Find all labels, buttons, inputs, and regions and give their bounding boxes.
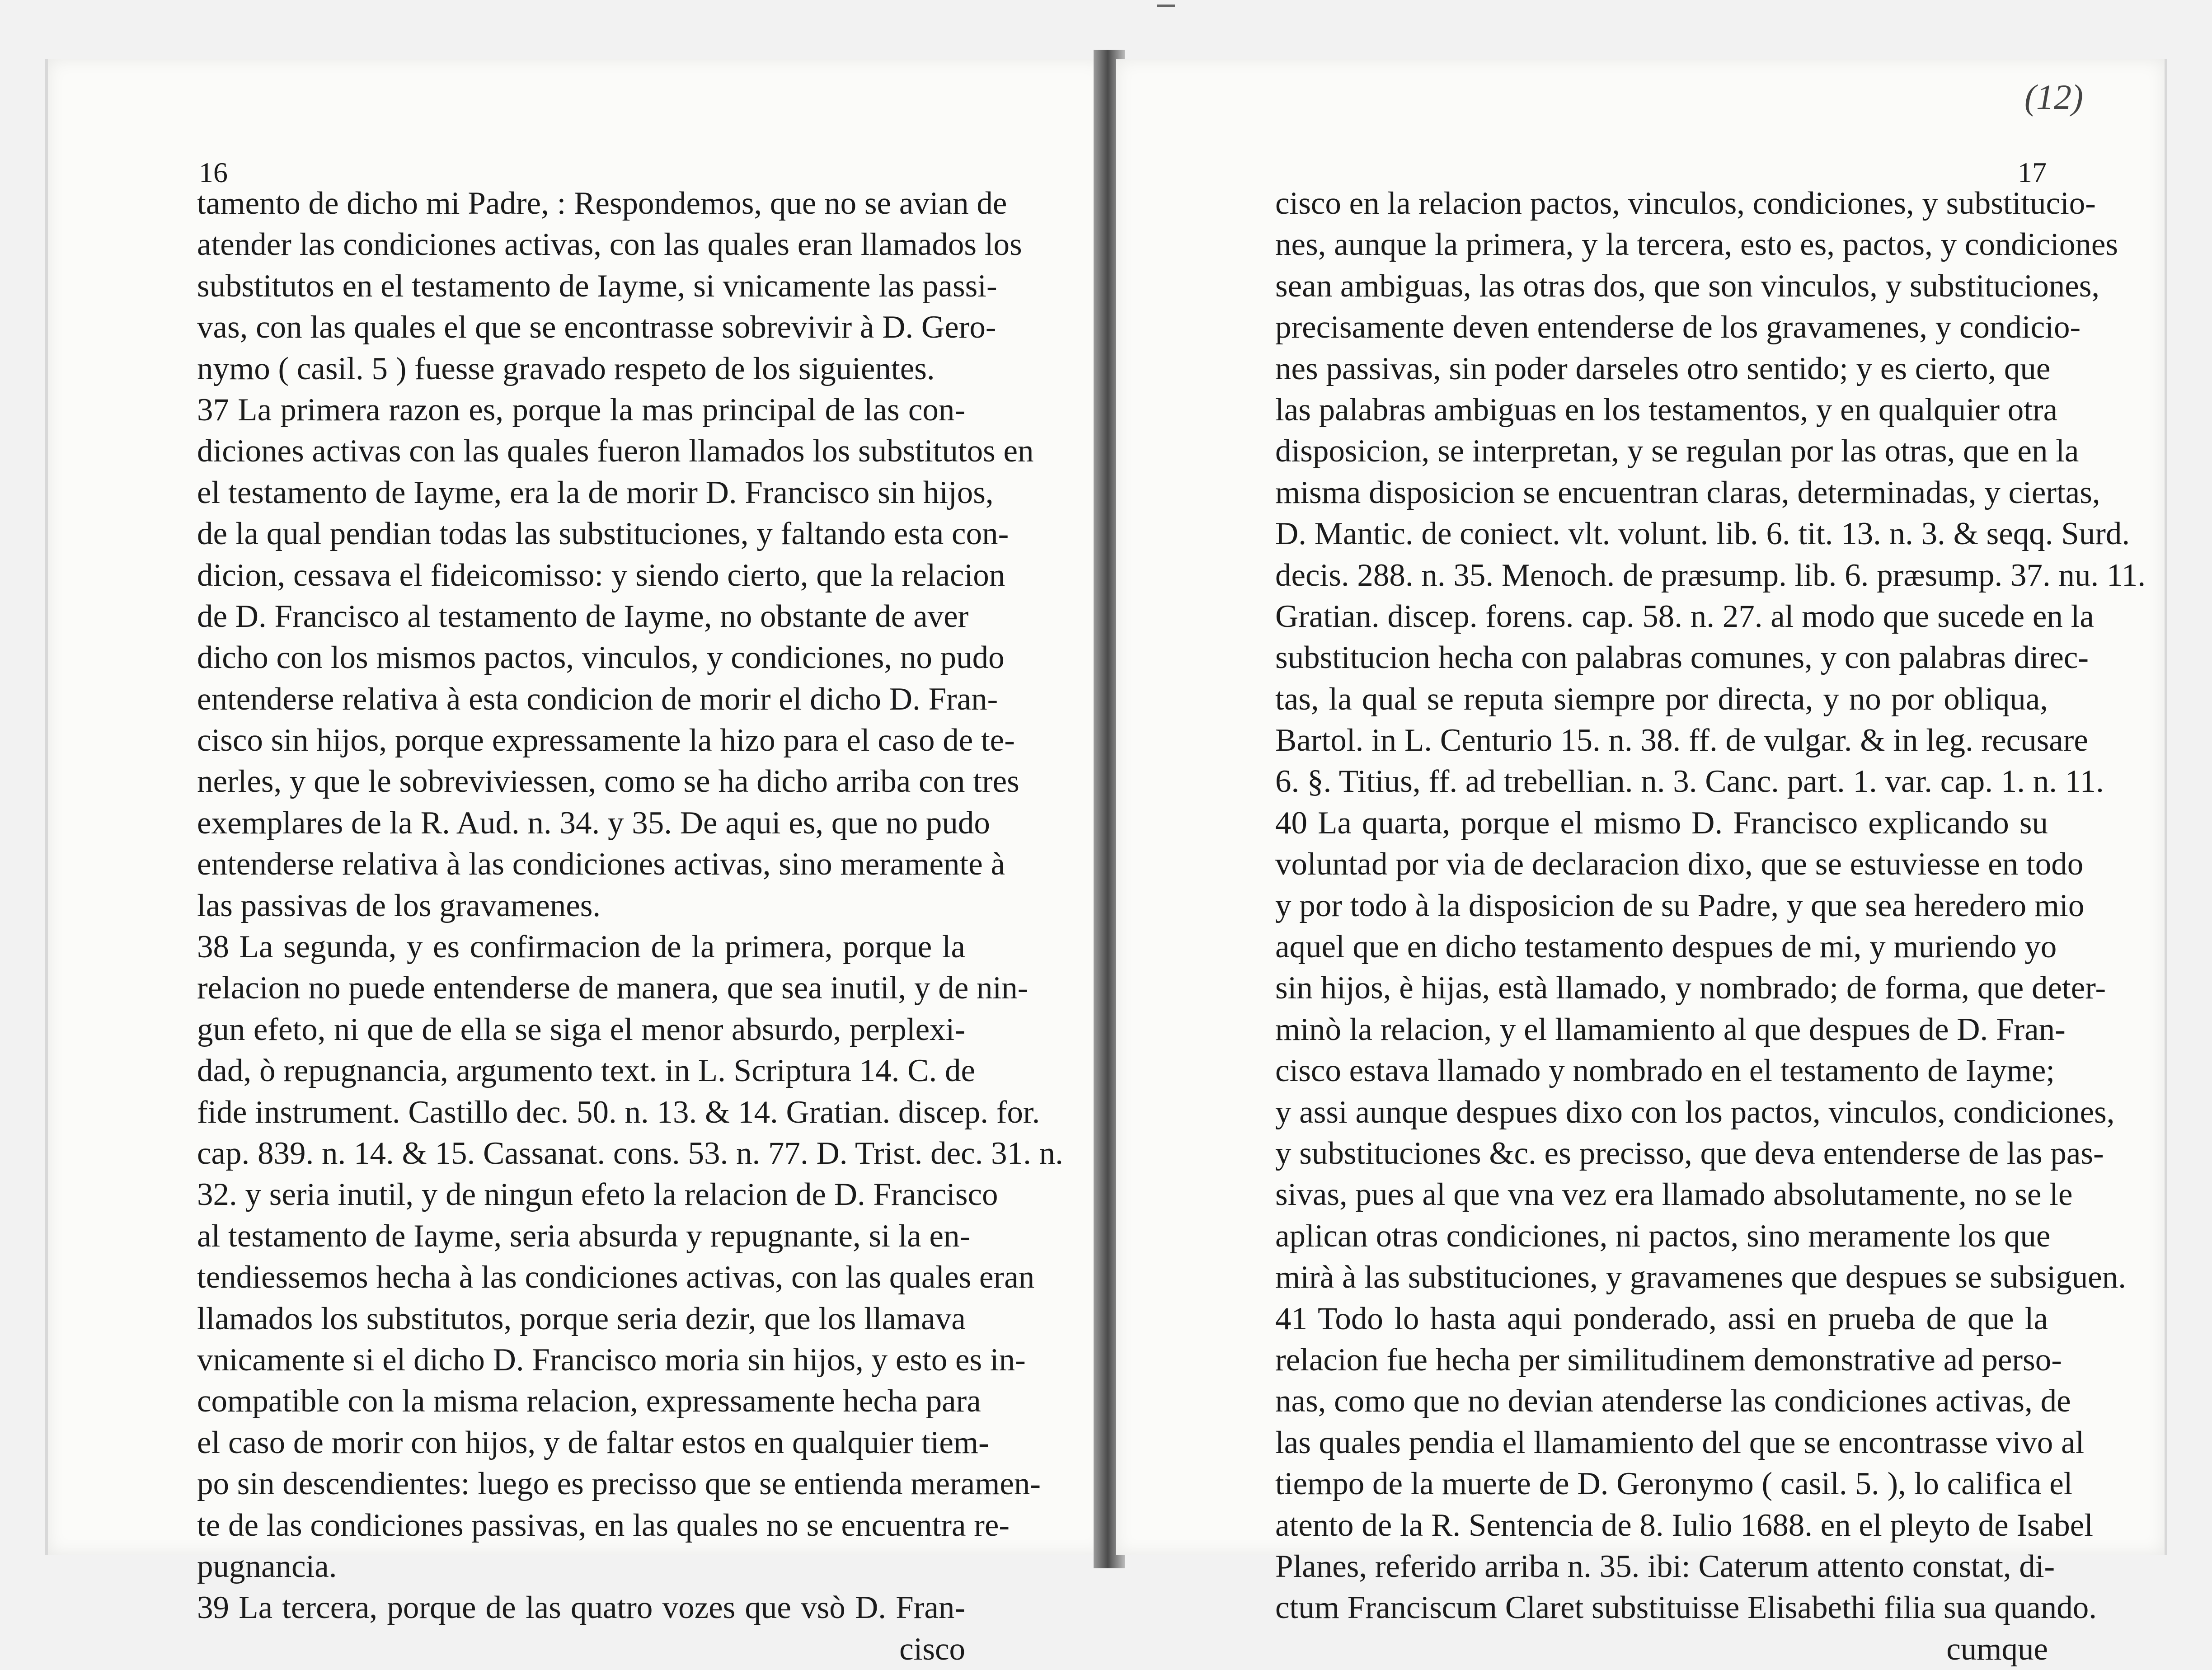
text-line: cisco en la relacion pactos, vinculos, condiciones, y substitucio-: [1275, 186, 2096, 221]
text-line: voluntad por via de declaracion dixo, que se estuviesse en todo: [1275, 847, 2084, 882]
text-line: Gratian. discep. forens. cap. 58. n. 27. al modo que sucede en la: [1275, 598, 2094, 634]
text-line: exemplares de la R. Aud. n. 34. y 35. De aqui es, que no pudo: [197, 805, 990, 841]
right-page-text: [1275, 183, 2146, 1670]
text-line: Bartol. in L. Centurio 15. n. 38. ff. de vulgar. & in leg. recusare: [1275, 723, 2088, 758]
text-line: cisco estava llamado y nombrado en el testamento de Iayme;: [1275, 1053, 2055, 1089]
archive-folio-mark: (12): [2024, 77, 2083, 117]
text-line: substitucion hecha con palabras comunes, y con palabras direc-: [1275, 640, 2089, 676]
text-line: aquel que en dicho testamento despues de mi, y muriendo yo: [1275, 929, 2057, 965]
text-line: de la qual pendian todas las substituciones, y faltando esta con-: [197, 516, 1009, 552]
text-line: tas, la qual se reputa siempre por directa, y no por obliqua,: [1275, 681, 2048, 717]
text-line: substitutos en el testamento de Iayme, si vnicamente las passi-: [197, 268, 997, 304]
text-line: mirà à las substituciones, y gravamenes que despues se subsiguen.: [1275, 1260, 2127, 1295]
text-line: llamados los substitutos, porque seria dezir, que los llamava: [197, 1301, 966, 1336]
text-line: las quales pendia el llamamiento del que se encontrasse vivo al: [1275, 1425, 2085, 1460]
text-line: y substituciones &c. es precisso, que deva entenderse de las pas-: [1275, 1135, 2104, 1171]
text-line: relacion no puede entenderse de manera, que sea inutil, y de nin-: [197, 970, 1029, 1006]
text-line: 6. §. Titius, ff. ad trebellian. n. 3. Canc. part. 1. var. cap. 1. n. 11.: [1275, 764, 2104, 800]
text-line: nes passivas, sin poder darseles otro sentido; y es cierto, que: [1275, 351, 2051, 386]
text-line: nerles, y que le sobreviviessen, como se ha dicho arriba con tres: [197, 764, 1019, 800]
text-line: el testamento de Iayme, era la de morir D. Francisco sin hijos,: [197, 475, 994, 510]
text-line: entenderse relativa à las condiciones activas, sino meramente à: [197, 847, 1005, 882]
text-line: vnicamente si el dicho D. Francisco moria sin hijos, y esto es in-: [197, 1342, 1026, 1378]
text-line: dicion, cessava el fideicomisso: y siendo cierto, que la relacion: [197, 557, 1005, 593]
text-line: Planes, referido arriba n. 35. ibi: Caterum attento constat, di-: [1275, 1548, 2055, 1584]
text-line: nas, como que no devian atenderse las condiciones activas, de: [1275, 1383, 2071, 1419]
text-line: D. Mantic. de coniect. vlt. volunt. lib. 6. tit. 13. n. 3. & seqq. Surd.: [1275, 516, 2130, 552]
text-line: te de las condiciones passivas, en las quales no se encuentra re-: [197, 1507, 1010, 1543]
text-line: nymo ( casil. 5 ) fuesse gravado respeto de los siguientes.: [197, 351, 935, 386]
left-page-text: [197, 183, 1063, 1670]
catchword: cumque: [1946, 1631, 2048, 1667]
page-number-right: 17: [2018, 156, 2047, 188]
text-line: al testamento de Iayme, seria absurda y repugnante, si la en-: [197, 1218, 971, 1254]
text-line: 40 La quarta, porque el mismo D. Francisco explicando su: [1275, 805, 2048, 841]
text-line: diciones activas con las quales fueron llamados los substitutos en: [197, 433, 1034, 469]
text-line: cisco sin hijos, porque expressamente la hizo para el caso de te-: [197, 723, 1015, 758]
text-line: las passivas de los gravamenes.: [197, 888, 601, 923]
page-number-left: 16: [199, 156, 228, 188]
text-line: pugnancia.: [197, 1548, 337, 1584]
text-line: decis. 288. n. 35. Menoch. de præsump. lib. 6. præsump. 37. nu. 11.: [1275, 557, 2146, 593]
text-line: vas, con las quales el que se encontrasse sobrevivir à D. Gero-: [197, 310, 996, 345]
text-line: tiempo de la muerte de D. Geronymo ( casil. 5. ), lo califica el: [1275, 1466, 2073, 1502]
text-line: atento de la R. Sentencia de 8. Iulio 1688. en el pleyto de Isabel: [1275, 1507, 2093, 1543]
text-line: y assi aunque despues dixo con los pactos, vinculos, condiciones,: [1275, 1094, 2115, 1130]
text-line: y por todo à la disposicion de su Padre, y que sea heredero mio: [1275, 888, 2085, 923]
text-line: 38 La segunda, y es confirmacion de la primera, porque la: [197, 929, 965, 965]
text-line: dicho con los mismos pactos, vinculos, y condiciones, no pudo: [197, 640, 1005, 676]
text-line: minò la relacion, y el llamamiento al que despues de D. Fran-: [1275, 1011, 2066, 1047]
text-line: relacion fue hecha per similitudinem demonstrative ad perso-: [1275, 1342, 2062, 1378]
text-line: precisamente deven entenderse de los gravamenes, y condicio-: [1275, 310, 2081, 345]
text-line: 39 La tercera, porque de las quatro vozes que vsò D. Fran-: [197, 1590, 965, 1626]
text-line: tendiessemos hecha à las condiciones activas, con las quales eran: [197, 1260, 1035, 1295]
text-line: 41 Todo lo hasta aqui ponderado, assi en prueba de que la: [1275, 1301, 2048, 1336]
text-line: atender las condiciones activas, con las quales eran llamados los: [197, 227, 1022, 263]
catchword: cisco: [899, 1631, 965, 1667]
text-line: dad, ò repugnancia, argumento text. in L. Scriptura 14. C. de: [197, 1053, 975, 1089]
text-line: po sin descendientes: luego es precisso que se entienda meramen-: [197, 1466, 1041, 1502]
text-line: misma disposicion se encuentran claras, determinadas, y ciertas,: [1275, 475, 2100, 510]
text-line: aplican otras condiciones, ni pactos, sino meramente los que: [1275, 1218, 2051, 1254]
text-line: compatible con la misma relacion, expressamente hecha para: [197, 1383, 981, 1419]
text-line: sin hijos, è hijas, està llamado, y nombrado; de forma, que deter-: [1275, 970, 2106, 1006]
text-line: cap. 839. n. 14. & 15. Cassanat. cons. 53. n. 77. D. Trist. dec. 31. n.: [197, 1135, 1063, 1171]
text-line: disposicion, se interpretan, y se regulan por las otras, que en la: [1275, 433, 2079, 469]
text-line: el caso de morir con hijos, y de faltar estos en qualquier tiem-: [197, 1425, 989, 1460]
text-line: 32. y seria inutil, y de ningun efeto la relacion de D. Francisco: [197, 1177, 998, 1213]
text-line: las palabras ambiguas en los testamentos, y en qualquier otra: [1275, 392, 2058, 428]
text-line: sivas, pues al que vna vez era llamado absolutamente, no se le: [1275, 1177, 2073, 1213]
text-line: 37 La primera razon es, porque la mas principal de las con-: [197, 392, 965, 428]
text-line: ctum Franciscum Claret substituisse Elisabethi filia sua quando.: [1275, 1590, 2097, 1626]
text-line: de D. Francisco al testamento de Iayme, no obstante de aver: [197, 598, 969, 634]
text-line: nes, aunque la primera, y la tercera, esto es, pactos, y condiciones: [1275, 227, 2118, 263]
text-line: tamento de dicho mi Padre, : Respondemos, que no se avian de: [197, 186, 1007, 221]
text-line: entenderse relativa à esta condicion de morir el dicho D. Fran-: [197, 681, 998, 717]
text-line: gun efeto, ni que de ella se siga el menor absurdo, perplexi-: [197, 1011, 965, 1047]
text-line: fide instrument. Castillo dec. 50. n. 13. & 14. Gratian. discep. for.: [197, 1094, 1040, 1130]
scan-mark: [1157, 5, 1175, 7]
text-line: sean ambiguas, las otras dos, que son vinculos, y substituciones,: [1275, 268, 2100, 304]
